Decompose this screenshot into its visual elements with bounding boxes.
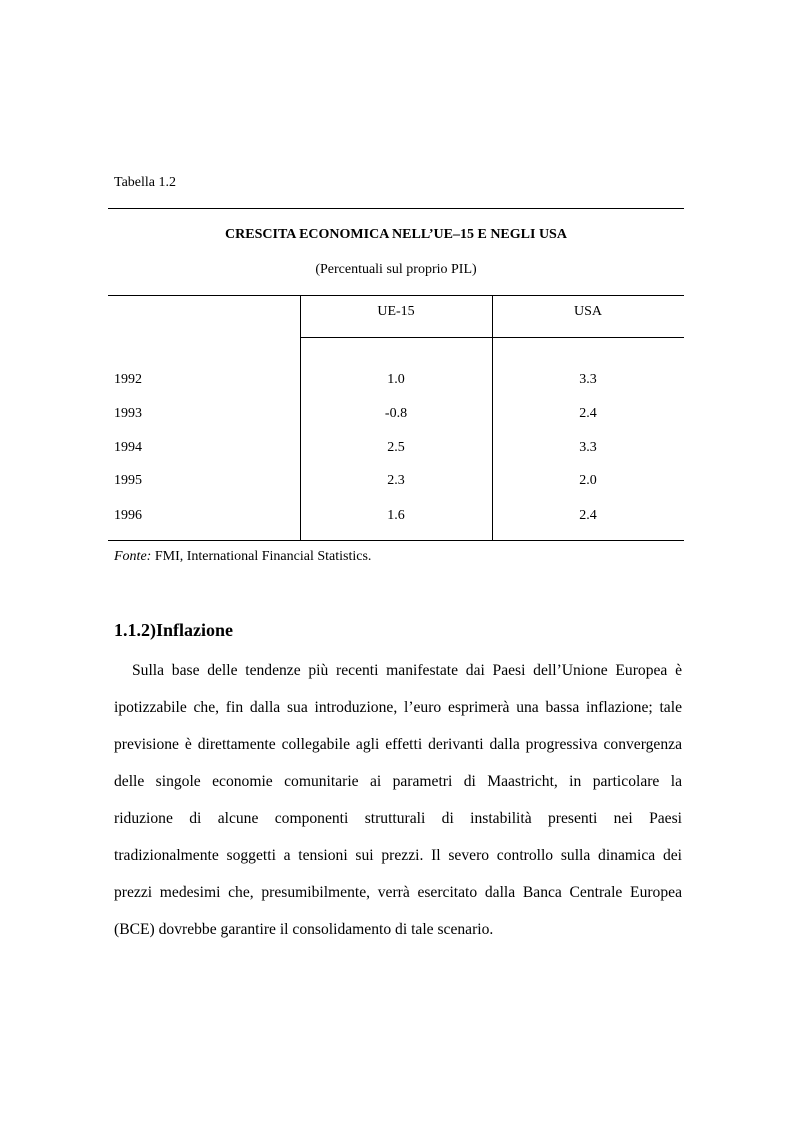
cell-usa: 3.3 — [579, 372, 597, 387]
cell-ue15: 1.0 — [387, 372, 405, 387]
table-subheader-rule — [300, 337, 684, 338]
section-heading: 1.1.2)Inflazione — [114, 620, 233, 640]
row-year: 1992 — [114, 372, 142, 387]
row-year: 1993 — [114, 406, 142, 421]
table-title: CRESCITA ECONOMICA NELL’UE–15 E NEGLI USA — [225, 227, 567, 242]
row-year: 1995 — [114, 473, 142, 488]
source-label: Fonte: — [114, 549, 152, 564]
paragraph-line: prezzi medesimi che, presumibilmente, verrà esercitato dalla Banca Centrale Europea — [114, 884, 682, 901]
cell-ue15: -0.8 — [384, 406, 408, 421]
cell-ue15: 2.5 — [387, 440, 405, 455]
table-header-rule — [108, 295, 684, 296]
table-label: Tabella 1.2 — [114, 175, 176, 190]
column-header-ue15: UE-15 — [377, 304, 415, 319]
source-text: FMI, International Financial Statistics. — [151, 549, 372, 564]
cell-usa: 2.0 — [579, 473, 597, 488]
cell-usa: 2.4 — [579, 508, 597, 523]
column-header-usa: USA — [573, 304, 602, 319]
cell-ue15: 1.6 — [387, 508, 405, 523]
cell-ue15: 2.3 — [387, 473, 405, 488]
paragraph-line: delle singole economie comunitarie ai parametri di Maastricht, in particolare la — [114, 773, 682, 790]
paragraph-line: ipotizzabile che, fin dalla sua introduzione, l’euro esprimerà una bassa inflazione; tale — [114, 699, 682, 716]
paragraph-line: tradizionalmente soggetti a tensioni sui prezzi. Il severo controllo sulla dinamica dei — [114, 847, 682, 864]
row-year: 1996 — [114, 508, 142, 523]
paragraph-line: previsione è direttamente collegabile agli effetti derivanti dalla progressiva convergenza — [114, 736, 682, 753]
cell-usa: 2.4 — [579, 406, 597, 421]
table-subtitle: (Percentuali sul proprio PIL) — [315, 262, 477, 277]
paragraph-line: (BCE) dovrebbe garantire il consolidamento di tale scenario. — [114, 921, 494, 938]
table-top-rule — [108, 208, 684, 209]
cell-usa: 3.3 — [579, 440, 597, 455]
row-year: 1994 — [114, 440, 142, 455]
paragraph-line: riduzione di alcune componenti strutturali di instabilità presenti nei Paesi — [114, 810, 682, 827]
table-bottom-rule — [108, 540, 684, 541]
paragraph-line: Sulla base delle tendenze più recenti manifestate dai Paesi dell’Unione Europea è — [132, 662, 682, 679]
table-source-note — [114, 549, 371, 565]
body-paragraph — [114, 652, 682, 948]
